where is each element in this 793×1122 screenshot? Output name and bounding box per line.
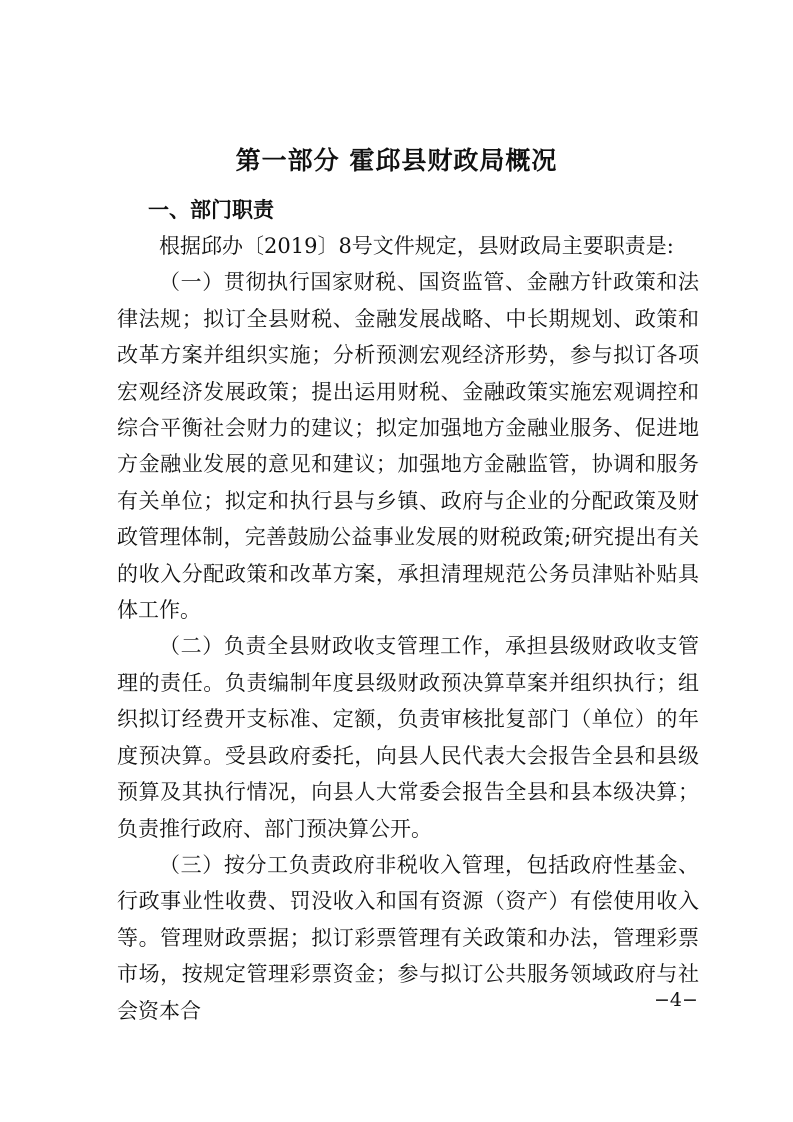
paragraph-duty-3: （三）按分工负责政府非税收入管理，包括政府性基金、行政事业性收费、罚没收入和国有资源（资产）有偿使用收入等。管理财政票据；拟订彩票管理有关政策和办法，管理彩票市场，按规定管理彩票资金；参与拟订公共服务领域政府与社会资本合	[117, 852, 699, 1023]
paragraph-duty-2: （二）负责全县财政收支管理工作，承担县级财政收支管理的责任。负责编制年度县级财政预决算草案并组织执行；组织拟订经费开支标准、定额，负责审核批复部门（单位）的年度预决算。受县政府委托，向县人民代表大会报告全县和县级预算及其执行情况，向县人大常委会报告全县和县本级决算；负责推行政府、部门预决算公开。	[117, 634, 699, 841]
section-heading: 一、部门职责	[148, 198, 274, 222]
page-number: −4−	[654, 989, 698, 1011]
paragraph-duty-1: （一）贯彻执行国家财税、国资监管、金融方针政策和法律法规；拟订全县财税、金融发展战略、中长期规划、政策和改革方案并组织实施；分析预测宏观经济形势，参与拟订各项宏观经济发展政策；提出运用财税、金融政策实施宏观调控和综合平衡社会财力的建议；拟定加强地方金融业服务、促进地方金融业发展的意见和建议；加强地方金融监管，协调和服务有关单位；拟定和执行县与乡镇、政府与企业的分配政策及财政管理体制，完善鼓励公益事业发展的财税政策;研究提出有关的收入分配政策和改革方案，承担清理规范公务员津贴补贴具体工作。	[117, 270, 699, 623]
paragraph-intro: 根据邱办〔2019〕8号文件规定，县财政局主要职责是:	[159, 234, 674, 258]
body-text	[117, 228, 699, 1029]
page-title: 第一部分 霍邱县财政局概况	[235, 146, 558, 175]
